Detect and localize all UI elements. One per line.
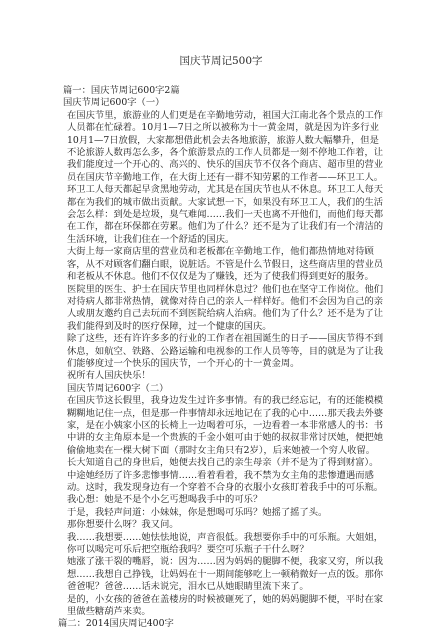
subheading: 国庆节周记600字（二）: [67, 382, 169, 394]
paragraph: 大街上每一家商店里的营业员和老板都在辛勤地工作，他们都热情地对待顾客，从不对顾客们翻白眼，说脏话。不管是什么节假日，这些商店里的营业员和老板从不休息。他们不仅仅是为了赚钱，还为了使我们得到更好的服务。: [67, 246, 384, 283]
paragraph: 除了这些，还有许许多多的行业的工作者在祖国诞生的日子——国庆节得不到休息，如航空、铁路、公路运输和电视参的工作人员等等，目的就是为了让我们能够度过一个快乐的国庆节，一个开心的十一黄金周。: [67, 333, 384, 369]
section-heading: 篇二：2014国庆周记400字: [58, 618, 174, 630]
page-title: 国庆节周记500字: [179, 55, 263, 67]
paragraph: 在国庆节里，旅游业的人们更是在辛勤地劳动，祖国大江南北各个景点的工作人员都在忙碌着。10月1—7日之所以被称为十一黄金周，就是因为许多行业10月1—7日放假，大家都想借此机会去各地旅游，旅游人数大幅攀升，但是不论旅游人数再怎么多，各个旅游景点的工作人员都是一刻不停地工作着，让我们能度过一个开心的、高兴的、快乐的国庆节不仅各个商店、超市里的营业员在国庆节辛勤地工作，在大街上还有一群不知劳累的工作者——环卫工人。环卫工人每天都起早贪黑地劳动，尤其是在国庆节也从不休息。环卫工人每天都在为我们的城市做出贡献。大家试想一下，如果没有环卫工人，我们的生活会怎么样：到处是垃圾，臭气难闻……我们一天也离不开他们，而他们每天都在工作，都在环保都在劳累。他们为了什么？还不是为了让我们有一个清洁的生活环境，让我们住在一个舒适的国庆。: [67, 109, 384, 245]
paragraph: 她涨了涨干裂的嘴唇，说：因为……因为妈妈的腿脚不便，我家又穷，所以我想……我想自己挣钱，让妈妈在十一期间能够吃上一顿稍微好一点的饭。那你爸爸呢？爸爸……话未说完，泪水已从她眼睛里流下来了。: [67, 556, 384, 593]
section-heading: 篇一：国庆节周记600字2篇: [63, 85, 180, 96]
paragraph: 那你想要什么呀？我又问。: [67, 519, 179, 531]
paragraph: 医院里的医生、护士在国庆节里也同样休息过？他们也在坚守工作岗位。他们对待病人都非常热情，就像对待自己的亲人一样样好。他们不会因为自己的亲人或朋友邀约自己去玩而不到医院给病人治病。他们为了什么？还不是为了让我们能得到及时的医疗保障，过一个健康的国庆。: [67, 283, 384, 332]
paragraph: 于是，我轻声问道：小妹妹，你是想喝可乐吗？她摇了摇了头。: [67, 506, 328, 518]
subheading: 国庆节周记600字（一）: [63, 97, 165, 109]
paragraph: 是的，小女孩的爸爸在盖楼房的时候被砸死了，她的妈妈腿脚不便，平时在家里做些糖葫芦来卖。: [67, 593, 384, 618]
paragraph: 我……我想要……她怯怯地说，声音很低。我想要你手中的可乐瓶。大姐姐，你可以喝完可乐后把空瓶给我吗？要空可乐瓶子干什么呀？: [67, 531, 384, 556]
paragraph: 在国庆节这长假里，我身边发生过许多事情。有的我已经忘记，有的还能模模糊糊地记住一点，但是那一件事情却永远地记在了我的心中……那天我去外婆家，是在小姨家小区的长椅上一边喝着可乐，一边看着一本非常感人的书：书中讲的女主角原本是一个贵族的千金小姐可由于她的叔叔非常讨厌她，便把她偷偷地卖在一棵大树下面（那时女主角只有2岁），后来她被一个穷人收留。长大知道自己的身世后，她便去找自己的亲生母亲（并不是为了得到财富）。中途她经历了许多悲惨事情……看着看着，我不禁为女主角的悲惨遭遇而感动。这时，我发现身边有一个穿着不合身的衣服小女孩盯着我手中的可乐瓶。我心想：她是不是个小乞丐想喝我手中的可乐？: [67, 395, 384, 506]
paragraph: 祝所有人国庆快乐！: [67, 370, 151, 382]
